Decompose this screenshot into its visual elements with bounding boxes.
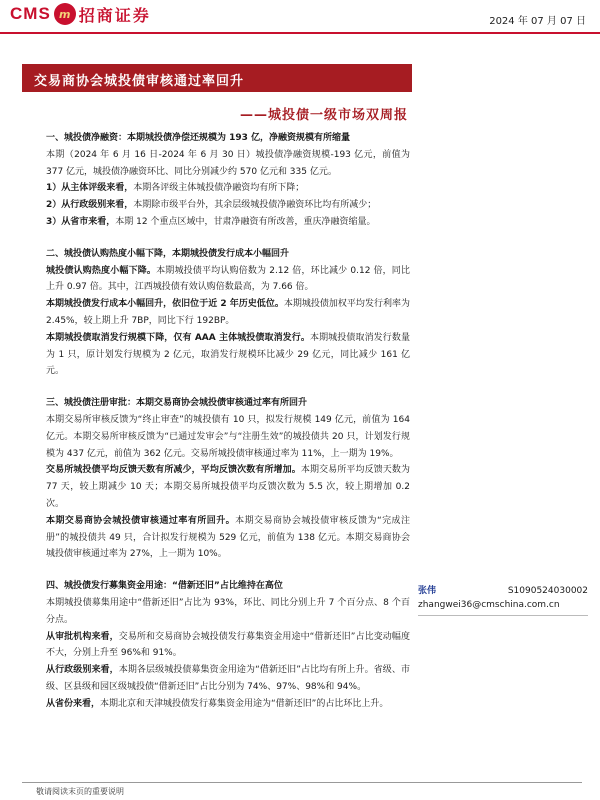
section-4-point [46, 696, 410, 713]
header-divider [0, 32, 600, 34]
point-lead: 本期城投债发行成本小幅回升，依旧位于近 2 年历史低位。 [46, 299, 284, 310]
section-1-paragraph: 本期（2024 年 6 月 16 日-2024 年 6 月 30 日）城投债净融资规模-193 亿元，前值为 377 亿元，城投债净融资环比、同比分别减少约 570 亿元和 335 亿元。 [46, 149, 410, 177]
point-lead: 2）从行政级别来看， [46, 200, 134, 211]
point-text: 本期 12 个重点区域中，甘肃净融资有所改善，重庆净融资缩量。 [115, 216, 376, 227]
section-3-heading: 三、城投债注册审批：本期交易商协会城投债审核通过率有所回升 [46, 398, 308, 409]
section-2-heading: 二、城投债认购热度小幅下降，本期城投债发行成本小幅回升 [46, 248, 290, 259]
point-lead: 从省份来看， [46, 698, 101, 709]
report-date: 2024 年 07 月 07 日 [489, 16, 586, 27]
report-title: 交易商协会城投债审核通过率回升 [34, 74, 245, 89]
point-text: 本期城投债取消发行数量为 1 只，原计划发行规模为 2 亿元，取消发行规模环比减少 29 亿元，同比减少 161 亿元。 [46, 332, 410, 377]
analyst-email[interactable]: zhangwei36@cmschina.com.cn [418, 600, 560, 610]
section-1-point [46, 197, 410, 214]
title-banner [22, 64, 412, 92]
point-lead: 本期交易商协会城投债审核通过率有所回升。 [46, 515, 236, 526]
point-text: 交易所和交易商协会城投债发行募集资金用途中“借新还旧”占比变动幅度不大，分别上升至 96%和 91%。 [46, 631, 410, 659]
section-3-point [46, 462, 410, 512]
section-2-point [46, 296, 410, 330]
logo-cms-text: CMS [10, 4, 51, 23]
point-text: 本期各评级主体城投债净融资均有所下降； [133, 183, 305, 194]
report-subtitle: ——城投债一级市场双周报 [239, 108, 408, 123]
logo-cn-text: 招商证券 [78, 5, 151, 25]
footer-divider [22, 782, 582, 783]
section-4-point [46, 662, 410, 696]
section-4-paragraph: 本期城投债募集用途中“借新还旧”占比为 93%，环比、同比分别上升 7 个百分点、8 个百分点。 [46, 597, 410, 625]
point-lead: 1）从主体评级来看， [46, 183, 134, 194]
section-3-point [46, 513, 410, 563]
point-text: 本期交易商协会城投债审核反馈为“完成注册”的城投债共 49 只，合计拟发行规模为 529 亿元，前值为 138 亿元。本期交易商协会城投债审核通过率为 27%，上一期为 10%。 [46, 515, 410, 560]
footer-disclaimer: 敬请阅读末页的重要说明 [36, 787, 124, 796]
analyst-divider [418, 615, 588, 618]
analyst-name: 张伟 [418, 586, 437, 596]
section-4-point [46, 629, 410, 663]
section-2-point [46, 263, 410, 297]
section-4-heading: 四、城投债发行募集资金用途：“借新还旧”占比维持在高位 [46, 581, 283, 592]
analyst-license: S1090524030002 [507, 586, 588, 596]
point-lead: 城投债认购热度小幅下降。 [46, 265, 157, 276]
point-text: 本期交易所平均反馈天数为 77 天，较上期减少 10 天；本期交易所城投债平均反馈次数为 5.5 次，较上期增加 0.2 次。 [46, 465, 410, 509]
section-1-point [46, 180, 410, 197]
section-2-point [46, 330, 410, 380]
point-lead: 3）从省市来看， [46, 216, 116, 227]
point-lead: 从行政级别来看， [46, 665, 119, 676]
company-logo [10, 2, 151, 26]
section-1-heading: 一、城投债净融资：本期城投债净偿还规模为 193 亿，净融资规模有所缩量 [46, 133, 351, 143]
point-text: 本期城投债平均认购倍数为 2.12 倍，环比减少 0.12 倍，同比上升 0.97 倍。其中，江西城投债有效认购倍数最高，为 7.66 倍。 [46, 265, 410, 293]
report-body [46, 130, 410, 713]
point-lead: 交易所城投债平均反馈天数有所减少，平均反馈次数有所增加。 [46, 465, 301, 476]
point-text: 本期北京和天津城投债发行募集资金用途为“借新还旧”的占比环比上升。 [100, 698, 389, 709]
section-3-paragraph: 本期交易所审核反馈为“终止审查”的城投债有 10 只，拟发行规模 149 亿元，前值为 164 亿元。本期交易所审核反馈为“已通过发审会”与“注册生效”的城投债共 20 只，计划发行规模为 437 亿元，前值为 362 亿元。交易所城投债审核通过率为 11%，上一期为 19%。 [46, 414, 410, 459]
analyst-info [418, 584, 588, 618]
section-1-point [46, 214, 410, 231]
logo-mark-icon: m [54, 3, 76, 25]
point-lead: 本期城投债取消发行规模下降，仅有 AAA 主体城投债取消发行。 [46, 332, 310, 343]
point-lead: 从审批机构来看， [46, 631, 119, 642]
point-text: 本期除市级平台外，其余层级城投债净融资环比均有所减少； [133, 200, 377, 211]
point-text: 本期各层级城投债募集资金用途为“借新还旧”占比均有所上升。省级、市级、区县级和园区级城投债“借新还旧”占比分别为 74%、97%、98%和 94%。 [46, 665, 410, 692]
point-text: 本期城投债加权平均发行利率为 2.45%，较上期上升 7BP，同比下行 192BP。 [46, 299, 410, 326]
page-header [0, 0, 600, 34]
